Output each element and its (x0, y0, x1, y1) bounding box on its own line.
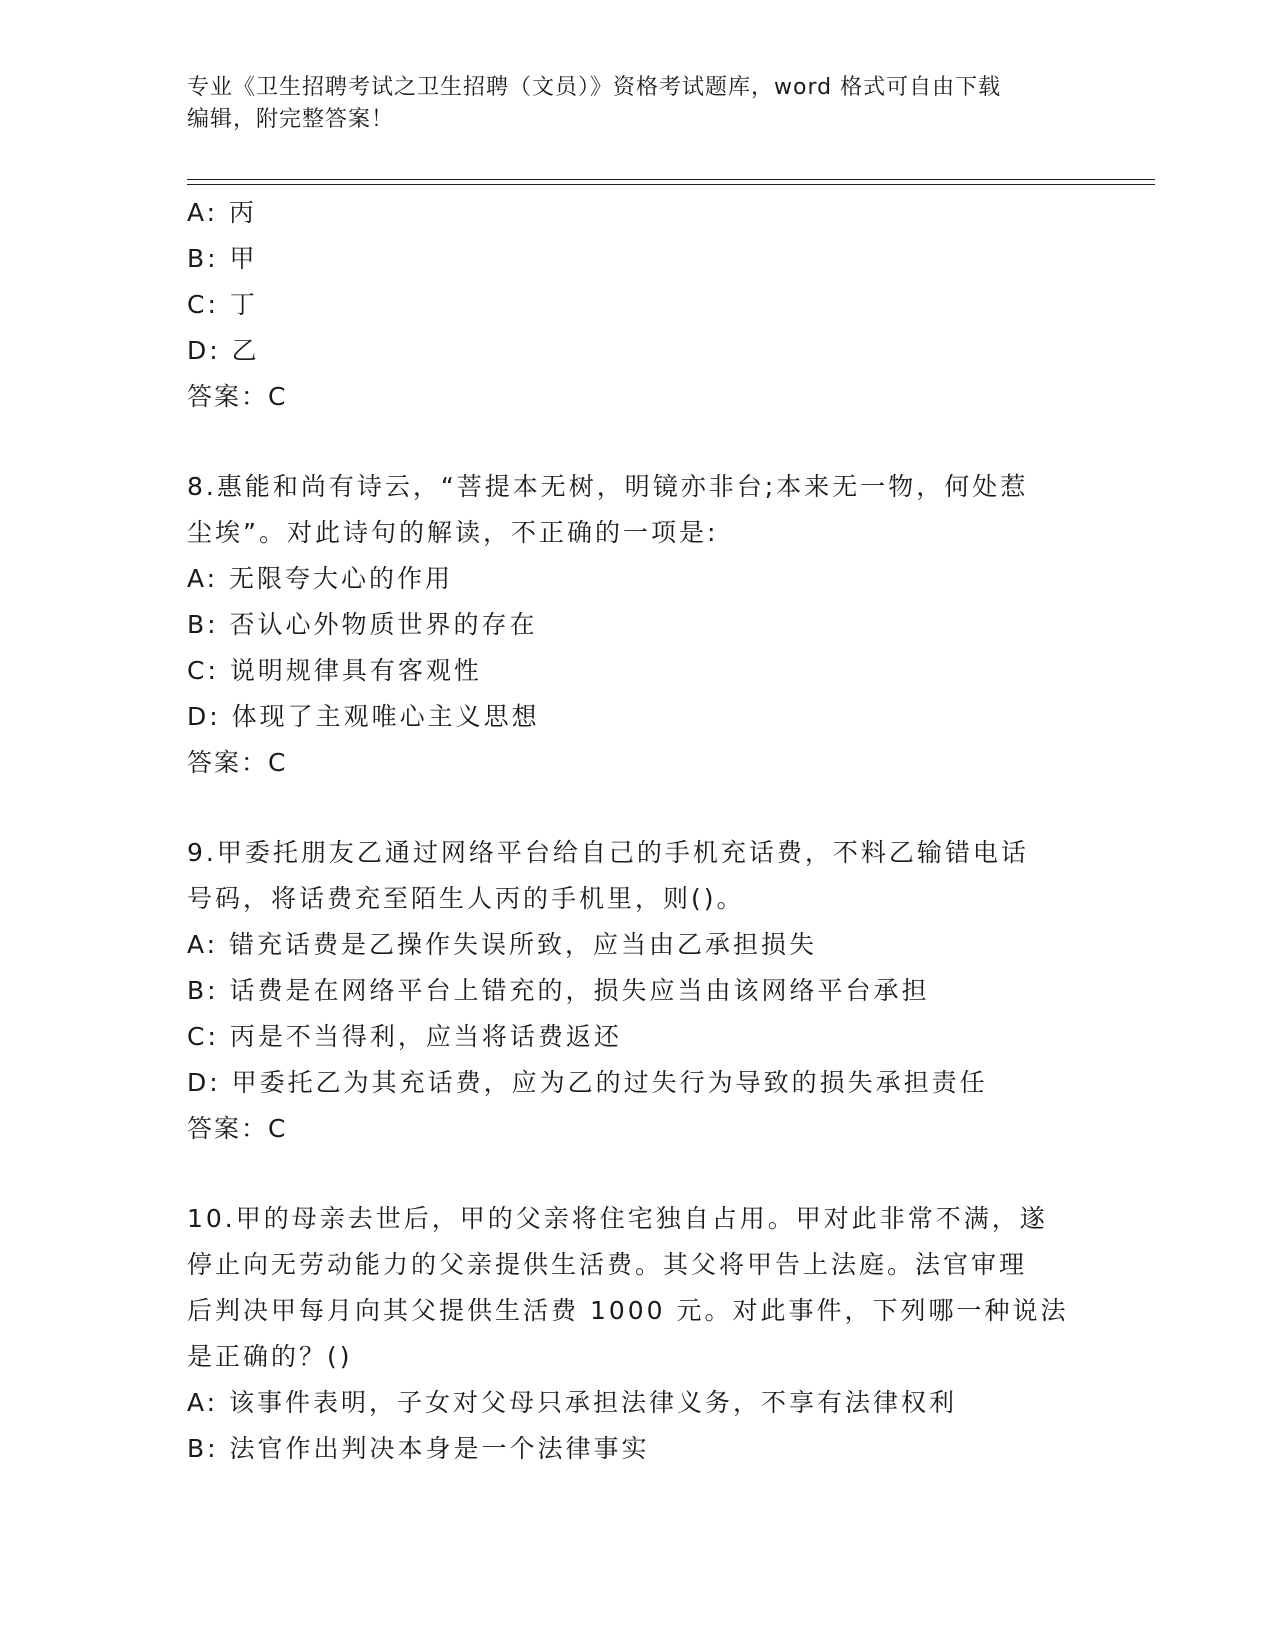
option-b: B: 否认心外物质世界的存在 (187, 610, 538, 639)
spacer (187, 420, 1087, 464)
question-8 (187, 464, 1087, 786)
question-stem-line: 9.甲委托朋友乙通过网络平台给自己的手机充话费，不料乙输错电话 (187, 838, 1029, 867)
option-a: A: 该事件表明，子女对父母只承担法律义务，不享有法律权利 (187, 1388, 958, 1417)
question-stem-line: 停止向无劳动能力的父亲提供生活费。其父将甲告上法庭。法官审理 (187, 1250, 1028, 1279)
answer-line: 答案：C (187, 748, 288, 777)
document-header (187, 72, 1087, 136)
question-7 (187, 190, 1087, 420)
question-stem-line: 后判决甲每月向其父提供生活费 1000 元。对此事件，下列哪一种说法 (187, 1296, 1069, 1325)
option-c: C: 丙是不当得利，应当将话费返还 (187, 1022, 622, 1051)
option-a: A: 无限夸大心的作用 (187, 564, 454, 593)
question-list (187, 190, 1087, 1472)
option-b: B: 法官作出判决本身是一个法律事实 (187, 1434, 650, 1463)
option-a: A: 丙 (187, 198, 258, 227)
header-line-2: 编辑，附完整答案！ (187, 107, 395, 132)
spacer (187, 1152, 1087, 1196)
question-10 (187, 1196, 1087, 1472)
question-stem-line: 8.惠能和尚有诗云，“菩提本无树，明镜亦非台;本来无一物，何处惹 (187, 472, 1029, 501)
option-c: C: 丁 (187, 290, 258, 319)
option-a: A: 错充话费是乙操作失误所致，应当由乙承担损失 (187, 930, 818, 959)
spacer (187, 786, 1087, 830)
header-divider-top (187, 179, 1155, 180)
question-stem-line: 号码，将话费充至陌生人丙的手机里，则()。 (187, 884, 745, 913)
option-d: D: 体现了主观唯心主义思想 (187, 702, 540, 731)
option-b: B: 甲 (187, 244, 258, 273)
question-stem-line: 尘埃”。对此诗句的解读，不正确的一项是: (187, 518, 719, 547)
question-stem-line: 10.甲的母亲去世后，甲的父亲将住宅独自占用。甲对此非常不满，遂 (187, 1204, 1048, 1233)
question-9 (187, 830, 1087, 1152)
header-line-1: 专业《卫生招聘考试之卫生招聘（文员）》资格考试题库，word 格式可自由下载 (187, 75, 1002, 100)
option-d: D: 乙 (187, 336, 260, 365)
option-c: C: 说明规律具有客观性 (187, 656, 482, 685)
answer-line: 答案：C (187, 1114, 288, 1143)
option-b: B: 话费是在网络平台上错充的，损失应当由该网络平台承担 (187, 976, 930, 1005)
header-divider-bottom (187, 184, 1155, 185)
answer-line: 答案：C (187, 382, 288, 411)
question-stem-line: 是正确的？() (187, 1342, 353, 1371)
option-d: D: 甲委托乙为其充话费，应为乙的过失行为导致的损失承担责任 (187, 1068, 988, 1097)
